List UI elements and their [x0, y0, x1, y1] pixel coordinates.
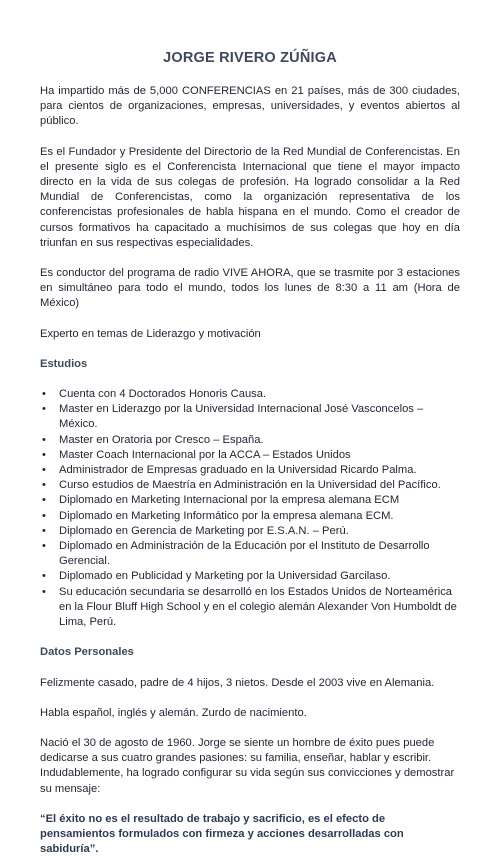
list-item: • Cuenta con 4 Doctorados Honoris Causa. — [40, 387, 460, 402]
list-item: • Master Coach Internacional por la ACCA – Estados Unidos — [40, 448, 460, 463]
studies-list — [40, 387, 460, 630]
intro-paragraph: Ha impartido más de 5,000 CONFERENCIAS en 21 países, más de 300 ciudades, para cientos de organizaciones, empresas, universidades, y eventos abiertos al público. — [40, 85, 460, 128]
list-item: • Master en Oratoria por Cresco – España. — [40, 433, 460, 448]
founder-paragraph: Es el Fundador y Presidente del Directorio de la Red Mundial de Conferencistas. En el presente siglo es el Conferencista Internacional que tiene el mayor impacto directo en la vida de sus colegas de profesión. Ha logrado consolidar a la Red Mundial de Conferencistas, como la organización representativa de los conferencistas profesionales de habla hispana en el mundo. Como el creador de cursos formativos ha capacitado a muchísimos de sus colegas que hoy en día triunfan en sus respectivas especialidades. — [40, 145, 460, 249]
list-item: • Diplomado en Marketing Informático por la empresa alemana ECM. — [40, 509, 460, 524]
list-item: • Diplomado en Publicidad y Marketing por la Universidad Garcilaso. — [40, 569, 460, 584]
document-title: JORGE RIVERO ZÚÑIGA — [163, 50, 337, 66]
studies-heading: Estudios — [40, 357, 88, 370]
list-item: • Curso estudios de Maestría en Administración en la Universidad del Pacífico. — [40, 478, 460, 493]
personal-data-heading: Datos Personales — [40, 646, 134, 659]
quote-paragraph: “El éxito no es el resultado de trabajo y sacrificio, es el efecto de pensamientos formulados con firmeza y acciones desarrolladas con sabiduría”. — [40, 812, 404, 856]
list-item: • Administrador de Empresas graduado en la Universidad Ricardo Palma. — [40, 463, 460, 478]
list-item: • Diplomado en Administración de la Educación por el Instituto de Desarrollo Gerencial. — [40, 539, 460, 569]
birth-paragraph: Nació el 30 de agosto de 1960. Jorge se siente un hombre de éxito pues puede dedicarse a sus cuatro grandes pasiones: su familia, enseñar, hablar y escribir. Indudablemente, ha logrado configurar su vida según sus convicciones y demostrar su mensaje: — [40, 736, 455, 795]
radio-paragraph: Es conductor del programa de radio VIVE AHORA, que se trasmite por 3 estaciones en simultáneo para todo el mundo, todos los lunes de 8:30 a 11 am (Hora de México) — [40, 267, 460, 310]
family-paragraph: Felizmente casado, padre de 4 hijos, 3 nietos. Desde el 2003 vive en Alemania. — [40, 676, 435, 689]
list-item: • Diplomado en Marketing Internacional por la empresa alemana ECM — [40, 493, 460, 508]
list-item: • Su educación secundaria se desarrolló en los Estados Unidos de Norteamérica en la Flour Bluff High School y en el colegio alemán Alexander Von Humboldt de Lima, Perú. — [40, 585, 460, 631]
list-item: • Diplomado en Gerencia de Marketing por E.S.A.N. – Perú. — [40, 524, 460, 539]
languages-paragraph: Habla español, inglés y alemán. Zurdo de nacimiento. — [40, 706, 307, 719]
list-item: • Master en Liderazgo por la Universidad Internacional José Vasconcelos – México. — [40, 402, 460, 432]
expertise-paragraph: Experto en temas de Liderazgo y motivación — [40, 327, 261, 340]
